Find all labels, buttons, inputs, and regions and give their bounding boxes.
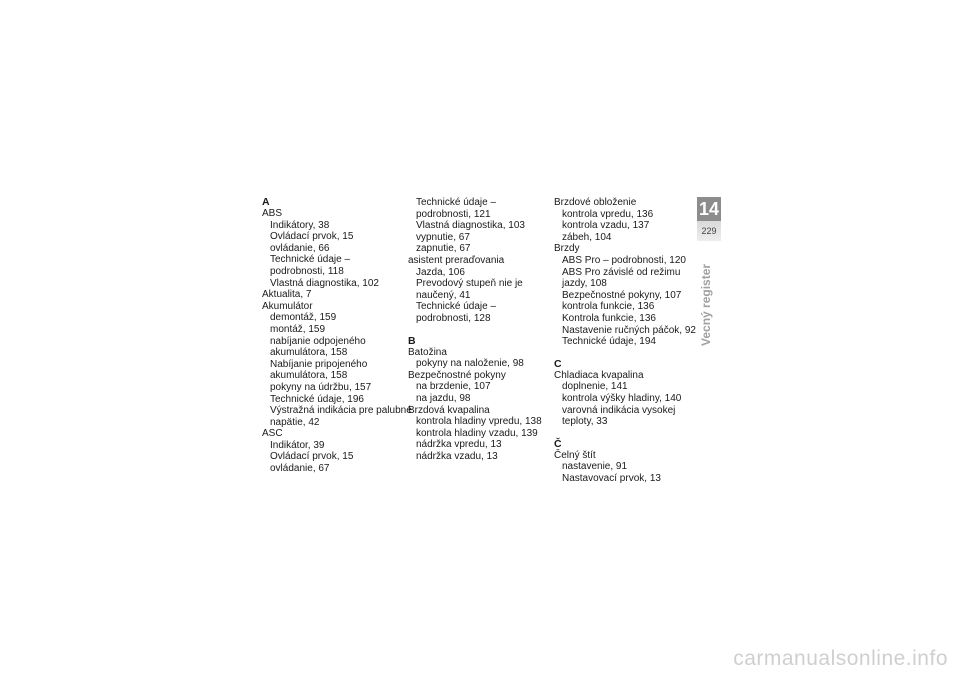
index-entry: Akumulátor [262,300,313,312]
index-subentry: Technické údaje – [270,254,351,266]
index-entry: Chladiaca kvapalina [554,369,644,381]
index-entry: Brzdy [554,243,580,255]
index-subentry: ovládanie, 67 [270,463,330,475]
index-subentry: Výstražná indikácia pre palubné [270,405,412,417]
index-subentry: doplnenie, 141 [562,381,628,393]
index-subentry: napätie, 42 [270,416,320,428]
index-subentry: demontáž, 159 [270,312,337,324]
index-subentry: podrobnosti, 128 [416,312,491,324]
index-entry: Aktualita, 7 [262,289,312,301]
index-subentry: kontrola hladiny vzadu, 139 [416,427,538,439]
index-subentry: Technické údaje, 196 [270,393,364,405]
index-subentry: Nastavenie ručných páčok, 92 [562,324,696,336]
watermark[interactable]: carmanualsonline.info [733,647,948,670]
index-subentry: ABS Pro závislé od režimu [562,266,681,278]
index-subentry: kontrola vzadu, 137 [562,220,650,232]
section-gap [408,325,550,336]
index-subentry: pokyny na naloženie, 98 [416,358,524,370]
index-subentry: Ovládací prvok, 15 [270,231,354,243]
section-gap [554,428,696,439]
index-entry: Bezpečnostné pokyny [408,369,506,381]
index-letter: Č [554,437,562,450]
index-column-3 [554,197,696,484]
index-subentry: Indikátor, 39 [270,439,325,451]
index-subentry: akumulátora, 158 [270,370,348,382]
index-subentry: podrobnosti, 121 [416,208,491,220]
index-subentry: Nabíjanie pripojeného [270,358,368,370]
index-subentry: montáž, 159 [270,323,326,335]
index-letter: A [262,196,270,208]
index-subentry: Technické údaje – [416,197,497,208]
index-subentry: Prevodový stupeň nie je [416,278,523,290]
index-subentry: nádržka vpredu, 13 [416,439,502,451]
index-entry: Brzdové obloženie [554,197,637,208]
index-subentry: jazdy, 108 [562,278,607,290]
index-entry: Brzdová kvapalina [408,404,490,416]
index-subentry: Nastavovací prvok, 13 [562,472,661,484]
chapter-number: 14 [698,199,720,219]
index-subentry: kontrola funkcie, 136 [562,301,655,313]
index-entry: Čelný štít [554,449,596,461]
page-number: 229 [697,221,721,241]
section-title: Vecný register [699,264,713,347]
index-subentry: Technické údaje – [416,301,497,313]
index-subentry: nádržka vzadu, 13 [416,450,498,462]
index-entry: asistent preraďovania [408,254,505,266]
index-subentry: naučený, 41 [416,289,471,301]
index-letter: B [408,334,416,347]
index-subentry: Kontrola funkcie, 136 [562,312,656,324]
section-gap [554,348,696,359]
index-subentry: ABS Pro – podrobnosti, 120 [562,254,686,266]
index-subentry: nabíjanie odpojeného [270,335,366,347]
index-subentry: kontrola vpredu, 136 [562,208,654,220]
chapter-tab [697,197,721,241]
index-subentry: Technické údaje, 194 [562,336,656,348]
index-subentry: nastavenie, 91 [562,461,628,473]
index-subentry: na brzdenie, 107 [416,381,491,393]
index-subentry: akumulátora, 158 [270,347,348,359]
index-column-1 [262,196,412,475]
index-subentry: ovládanie, 66 [270,242,330,254]
index-entry: Batožina [408,346,447,358]
index-subentry: Vlastná diagnostika, 103 [416,220,525,232]
index-entry: ASC [262,428,283,440]
index-subentry: kontrola hladiny vpredu, 138 [416,416,542,428]
index-column-2 [408,197,550,462]
index-subentry: na jazdu, 98 [416,392,471,404]
index-subentry: Ovládací prvok, 15 [270,451,354,463]
index-letter: C [554,357,562,370]
index-subentry: zapnutie, 67 [416,243,471,255]
index-subentry: vypnutie, 67 [416,231,470,243]
index-subentry: teploty, 33 [562,416,608,428]
index-subentry: zábeh, 104 [562,231,612,243]
index-subentry: Jazda, 106 [416,266,465,278]
index-subentry: Bezpečnostné pokyny, 107 [562,289,682,301]
index-subentry: kontrola výšky hladiny, 140 [562,392,682,404]
index-subentry: pokyny na údržbu, 157 [270,381,372,393]
index-subentry: Vlastná diagnostika, 102 [270,277,379,289]
index-subentry: Indikátory, 38 [270,219,330,231]
index-subentry: podrobnosti, 118 [270,265,344,277]
index-entry: ABS [262,208,283,219]
index-subentry: varovná indikácia vysokej [562,404,676,416]
